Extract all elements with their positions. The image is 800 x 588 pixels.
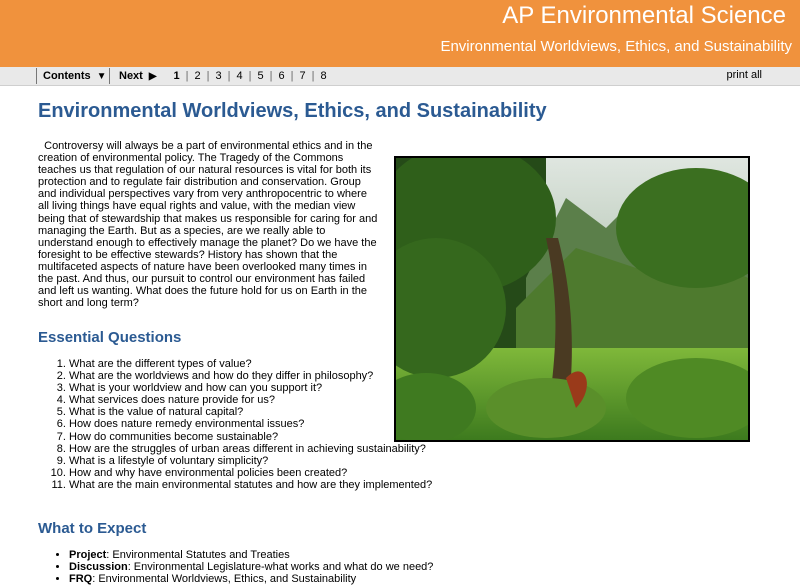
list-item — [69, 573, 509, 585]
intro-paragraph — [38, 140, 378, 309]
expect-label: Project — [69, 549, 107, 561]
page-separator: | — [206, 70, 210, 82]
site-title: AP Environmental Science — [502, 2, 786, 29]
list-item — [69, 549, 509, 561]
contents-button[interactable] — [36, 68, 110, 84]
essential-questions-list — [38, 358, 489, 491]
page-separator: | — [227, 70, 231, 82]
list-item: 11. What are the main environmental statutes and how are they implemented? — [69, 479, 489, 491]
expect-label: Discussion — [69, 561, 128, 574]
page-separator: | — [269, 70, 273, 82]
site-header — [0, 0, 800, 67]
page-separator: | — [185, 70, 189, 82]
page-title: Environmental Worldviews, Ethics, and Sustainability — [38, 100, 547, 122]
page-links — [168, 70, 333, 82]
list-item: 10. How and why have environmental policies been created? — [69, 467, 489, 479]
page-separator: | — [311, 70, 315, 82]
list-item: 8. How are the struggles of urban areas different in achieving sustainability? — [69, 443, 489, 455]
site-subtitle: Environmental Worldviews, Ethics, and Sustainability — [440, 38, 792, 55]
list-item: 2. What are the worldviews and how do they differ in philosophy? — [69, 370, 489, 382]
chevron-down-icon: ▼ — [96, 70, 107, 82]
main-content — [38, 100, 758, 586]
play-arrow-icon: ▶ — [148, 70, 157, 82]
page-link-3[interactable]: 3 — [215, 70, 222, 82]
expect-text: : Environmental Statutes and Treaties — [106, 549, 290, 561]
next-button[interactable] — [114, 68, 162, 84]
list-item: 4. What services does nature provide for us? — [69, 394, 489, 406]
page-link-8[interactable]: 8 — [320, 70, 327, 82]
what-to-expect-heading: What to Expect — [38, 520, 147, 537]
list-item: 7. How do communities become sustainable? — [69, 431, 489, 443]
essential-questions-heading: Essential Questions — [38, 329, 182, 346]
nav-toolbar — [0, 67, 800, 86]
page-link-5[interactable]: 5 — [257, 70, 264, 82]
what-to-expect-list — [38, 549, 509, 585]
page-link-4[interactable]: 4 — [236, 70, 243, 82]
page-separator: | — [248, 70, 252, 82]
expect-label: FRQ — [69, 573, 93, 586]
page-link-2[interactable]: 2 — [194, 70, 201, 82]
list-item — [69, 561, 509, 573]
page-separator: | — [290, 70, 294, 82]
page-link-1[interactable]: 1 — [173, 70, 180, 82]
list-item: 5. What is the value of natural capital? — [69, 406, 489, 418]
list-item: 1. What are the different types of value? — [69, 358, 489, 370]
expect-text: : Environmental Worldviews, Ethics, and Sustainability — [92, 573, 357, 586]
intro-text: Controversy will always be a part of environmental ethics and in the creation of environmental policy. The Tragedy of the Commons teaches us that regulation of our natural resources is vital for both its protection and to regulate fair distribution and conservation. Group and individual perspectives vary from very anthropocentric to where all living things have equal rights and value, with the median view being that of stewardship that makes us responsible for caring for and managing the Earth. But as a species, are we really able to understand enough to effectively manage the planet? Do we have the foresight to be effective stewards? History has shown that the multifaceted aspects of nature have been overlooked many times in the past. And thus, our pursuit to control our environment has failed and left us wanting. What does the future hold for us on Earth in the short and long term? — [38, 140, 378, 310]
list-item: 3. What is your worldview and how can you support it? — [69, 382, 489, 394]
list-item: 6. How does nature remedy environmental issues? — [69, 418, 489, 430]
print-all-link[interactable]: print all — [726, 69, 762, 81]
expect-text: : Environmental Legislature-what works and what do we need? — [127, 561, 434, 574]
page-link-7[interactable]: 7 — [299, 70, 306, 82]
list-item: 9. What is a lifestyle of voluntary simplicity? — [69, 455, 489, 467]
page-link-6[interactable]: 6 — [278, 70, 285, 82]
contents-label: Contents — [43, 70, 91, 82]
next-label: Next — [119, 70, 143, 82]
